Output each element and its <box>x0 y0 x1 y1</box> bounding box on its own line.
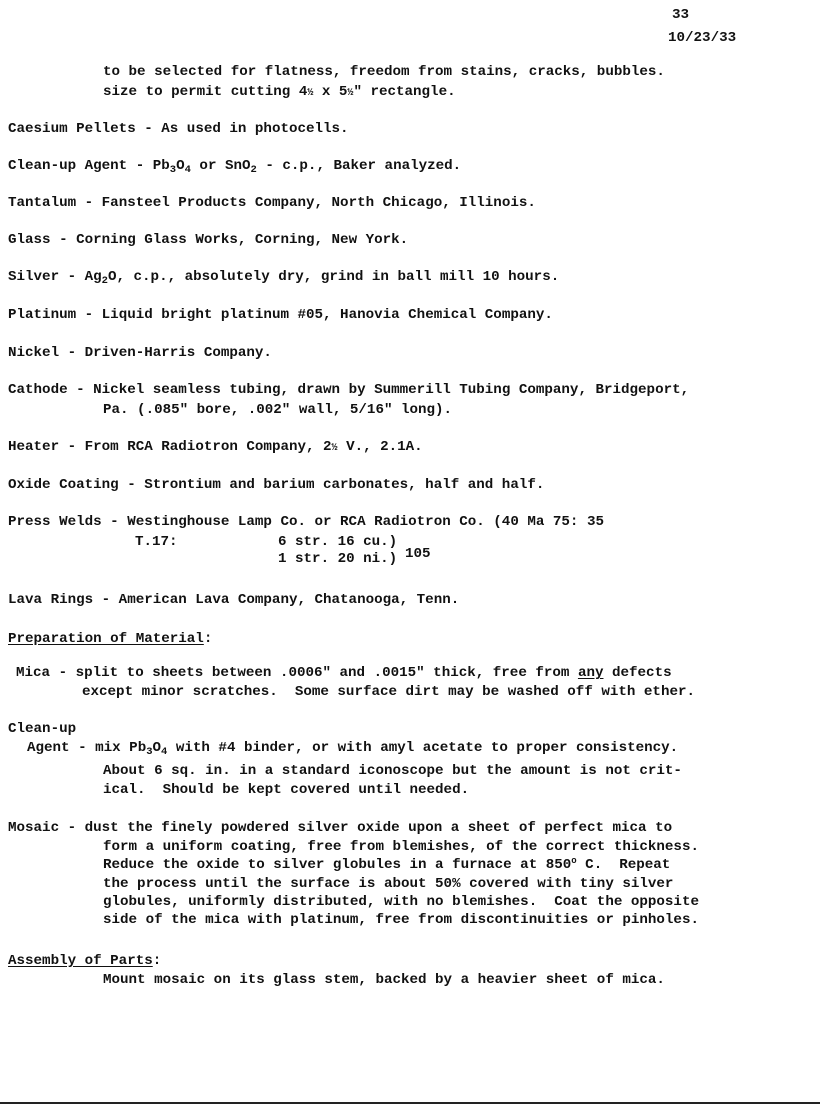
press-welds-total: 105 <box>405 546 431 562</box>
material-heater: Heater - From RCA Radiotron Company, 2½ V., 2.1A. <box>8 439 423 455</box>
prep-cleanup-agent: Agent - mix $Pb_3O_4$ with #4 binder, or with amyl acetate to proper consistency. <box>27 740 679 758</box>
intro-line-2: size to permit cutting 4½ x 5½" rectangle. <box>103 84 456 100</box>
material-tantalum: Tantalum - Fansteel Products Company, North Chicago, Illinois. <box>8 195 536 211</box>
prep-mosaic-line-6: side of the mica with platinum, free from discontinuities or pinholes. <box>103 912 699 928</box>
material-cathode-line-2: Pa. (.085" bore, .002" wall, 5/16" long). <box>103 402 453 418</box>
prep-cleanup-line-3: ical. Should be kept covered until needed. <box>103 782 470 798</box>
page-bottom-rule <box>0 1102 820 1104</box>
material-caesium: Caesium Pellets - As used in photocells. <box>8 121 349 137</box>
prep-mosaic-line-4: the process until the surface is about 50% covered with tiny silver <box>103 876 674 892</box>
prep-mosaic-line-3: Reduce the oxide to silver globules in a furnace at 850$^o$ C. Repeat <box>103 856 671 873</box>
material-cathode: Cathode - Nickel seamless tubing, drawn by Summerill Tubing Company, Bridgeport, <box>8 382 690 398</box>
intro-line-1: to be selected for flatness, freedom from stains, cracks, bubbles. <box>103 64 665 80</box>
press-welds-t17: T.17: <box>135 534 178 550</box>
prep-mosaic: Mosaic - dust the finely powdered silver oxide upon a sheet of perfect mica to <box>8 820 673 836</box>
material-nickel: Nickel - Driven-Harris Company. <box>8 345 272 361</box>
preparation-heading: Preparation of Material: <box>8 631 213 647</box>
assembly-heading: Assembly of Parts: <box>8 953 162 969</box>
material-lava-rings: Lava Rings - American Lava Company, Chatanooga, Tenn. <box>8 592 460 608</box>
material-cleanup-agent: Clean-up Agent - $Pb_3O_4$ or SnO$_2$ - c.p., Baker analyzed. <box>8 158 462 176</box>
prep-mosaic-line-2: form a uniform coating, free from blemishes, of the correct thickness. <box>103 839 699 855</box>
prep-cleanup-label: Clean-up <box>8 721 77 737</box>
prep-cleanup-line-2: About 6 sq. in. in a standard iconoscope but the amount is not crit- <box>103 763 682 779</box>
page-date: 10/23/33 <box>668 30 737 46</box>
material-oxide-coating: Oxide Coating - Strontium and barium carbonates, half and half. <box>8 477 545 493</box>
prep-mica: Mica - split to sheets between .0006" and .0015" thick, free from any defects <box>16 665 672 681</box>
material-silver: Silver - $Ag_2O$, c.p., absolutely dry, grind in ball mill 10 hours. <box>8 269 560 287</box>
material-glass: Glass - Corning Glass Works, Corning, New York. <box>8 232 409 248</box>
prep-mosaic-line-5: globules, uniformly distributed, with no blemishes. Coat the opposite <box>103 894 699 910</box>
material-platinum: Platinum - Liquid bright platinum #05, Hanovia Chemical Company. <box>8 307 553 323</box>
prep-mica-line-2: except minor scratches. Some surface dirt may be washed off with ether. <box>82 684 695 700</box>
press-welds-composition-1: 6 str. 16 cu.) <box>278 534 398 550</box>
assembly-text: Mount mosaic on its glass stem, backed by a heavier sheet of mica. <box>103 972 665 988</box>
press-welds-composition-2: 1 str. 20 ni.) <box>278 551 398 567</box>
page-number: 33 <box>672 7 690 23</box>
material-press-welds: Press Welds - Westinghouse Lamp Co. or RCA Radiotron Co. (40 Ma 75: 35 <box>8 514 604 530</box>
